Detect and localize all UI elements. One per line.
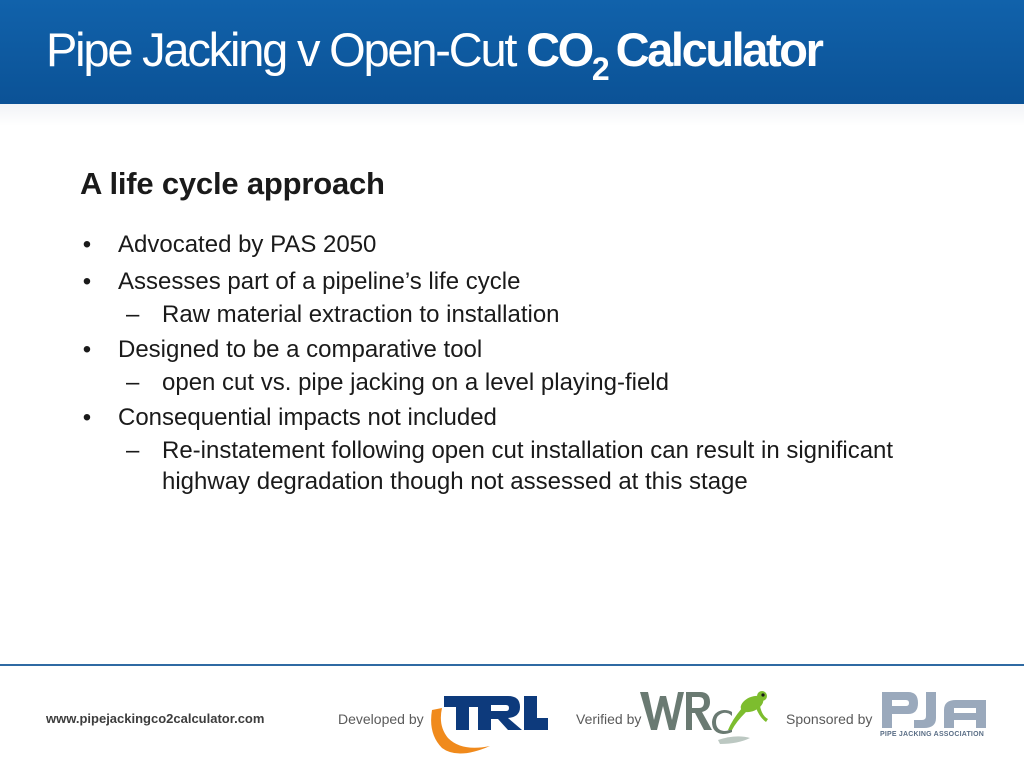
sub-glyph: – [126, 301, 140, 328]
wrc-logo [640, 686, 776, 748]
sub-bullet [80, 367, 980, 398]
title-main: Pipe Jacking v Open-Cut [46, 23, 527, 76]
trl-logo [428, 690, 550, 756]
bullet-glyph: • [82, 231, 92, 258]
pja-caption: PIPE JACKING ASSOCIATION [880, 731, 984, 738]
footer-website-link[interactable]: www.pipejackingco2calculator.com [46, 711, 265, 726]
sponsored-by-label: Sponsored by [786, 711, 873, 727]
title-subscript: 2 [591, 51, 610, 87]
header-banner [0, 0, 1024, 104]
bullet-item [80, 401, 980, 497]
title-end: Calculator [615, 23, 822, 76]
bullet-item [80, 333, 980, 398]
bullet-list [80, 228, 980, 497]
developed-by-label: Developed by [338, 711, 424, 727]
verified-by-label: Verified by [576, 711, 642, 727]
sub-bullet-text: open cut vs. pipe jacking on a level playing-field [162, 369, 669, 396]
header-shadow [0, 104, 1024, 126]
sub-bullet [80, 299, 980, 330]
bullet-glyph: • [82, 404, 92, 431]
sub-bullet-text: Raw material extraction to installation [162, 301, 560, 328]
footer-divider [0, 664, 1024, 666]
bullet-text: Assesses part of a pipeline’s life cycle [118, 268, 521, 295]
bullet-glyph: • [82, 268, 92, 295]
bullet-text: Advocated by PAS 2050 [118, 231, 377, 258]
sub-bullet-text-line-1: Re-instatement following open cut installation can result in significant [162, 437, 894, 464]
bullet-glyph: • [82, 336, 92, 363]
bullet-text: Consequential impacts not included [118, 404, 497, 431]
title-co: CO [526, 23, 592, 76]
bullet-item [80, 228, 980, 262]
slide-heading: A life cycle approach [80, 166, 385, 201]
sub-bullet [80, 435, 980, 497]
sub-glyph: – [126, 369, 140, 396]
sub-bullet-text-line-2: highway degradation though not assessed at this stage [162, 468, 748, 495]
bullet-text: Designed to be a comparative tool [118, 336, 483, 363]
page-title [46, 22, 822, 87]
sub-glyph: – [126, 437, 140, 464]
bullet-item [80, 265, 980, 330]
